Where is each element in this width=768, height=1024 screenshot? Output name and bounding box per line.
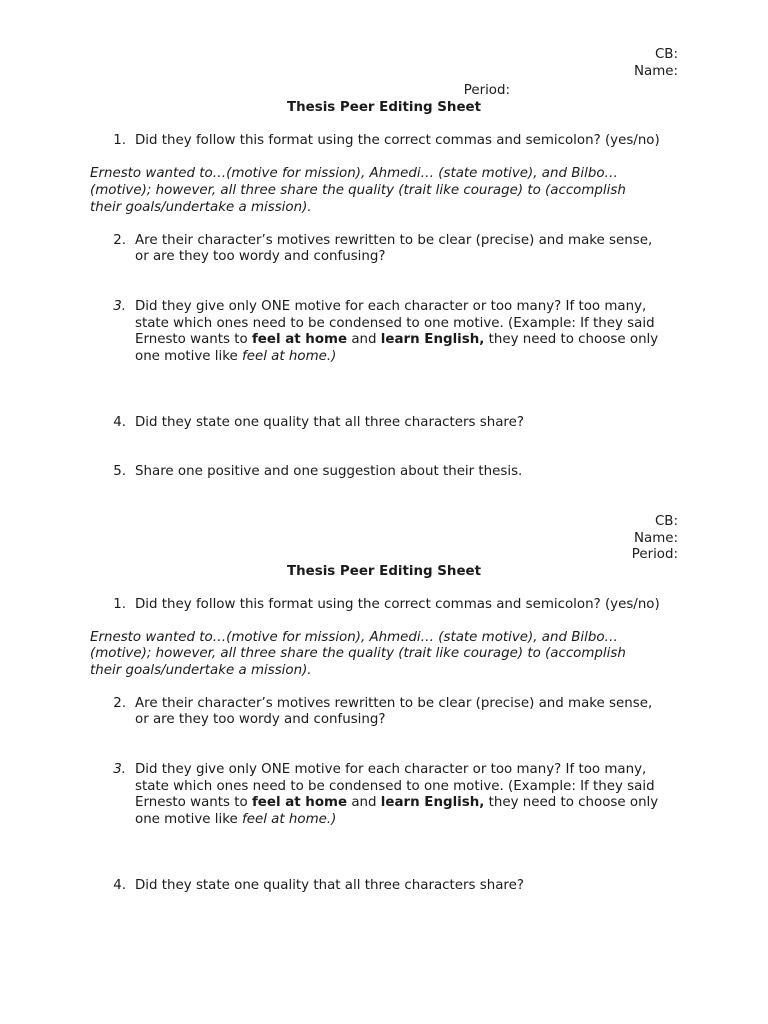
question-number: 2. xyxy=(113,696,126,711)
question-3-line: Did they give only ONE motive for each character or too many? If too many, xyxy=(135,762,647,777)
question-number: 5. xyxy=(113,464,126,479)
question-1: Did they follow this format using the correct commas and semicolon? (yes/no) xyxy=(135,133,660,148)
sheet-title: Thesis Peer Editing Sheet xyxy=(286,100,482,115)
sheet-title: Thesis Peer Editing Sheet xyxy=(286,564,482,579)
question-number: 3. xyxy=(113,299,126,314)
question-number: 4. xyxy=(113,878,126,893)
question-3-line: Ernesto wants to feel at home and learn English, they need to choose only xyxy=(135,332,659,347)
question-4: Did they state one quality that all three characters share? xyxy=(135,878,524,893)
period-label: Period: xyxy=(463,83,510,98)
cb-label: CB: xyxy=(654,47,678,62)
question-3-line: Ernesto wants to feel at home and learn English, they need to choose only xyxy=(135,795,659,810)
question-1: Did they follow this format using the correct commas and semicolon? (yes/no) xyxy=(135,597,660,612)
question-2-line: or are they too wordy and confusing? xyxy=(135,249,386,264)
question-3-line: one motive like feel at home.) xyxy=(135,812,337,827)
name-label: Name: xyxy=(633,64,678,79)
question-number: 1. xyxy=(113,597,126,612)
question-5: Share one positive and one suggestion about their thesis. xyxy=(135,464,523,479)
example-line: (motive); however, all three share the quality (trait like courage) to (accomplish xyxy=(90,646,626,661)
question-2-line: Are their character’s motives rewritten to be clear (precise) and make sense, xyxy=(135,233,653,248)
name-label: Name: xyxy=(633,531,678,546)
question-number: 2. xyxy=(113,233,126,248)
question-3-line: one motive like feel at home.) xyxy=(135,349,337,364)
question-2-line: or are they too wordy and confusing? xyxy=(135,712,386,727)
cb-label: CB: xyxy=(654,514,678,529)
example-line: (motive); however, all three share the quality (trait like courage) to (accomplish xyxy=(90,183,626,198)
question-number: 3. xyxy=(113,762,126,777)
period-label: Period: xyxy=(631,547,678,562)
example-line: their goals/undertake a mission). xyxy=(90,663,312,678)
example-line: Ernesto wanted to…(motive for mission), Ahmedi… (state motive), and Bilbo… xyxy=(90,630,618,645)
question-2-line: Are their character’s motives rewritten to be clear (precise) and make sense, xyxy=(135,696,653,711)
question-4: Did they state one quality that all three characters share? xyxy=(135,415,524,430)
example-line: their goals/undertake a mission). xyxy=(90,200,312,215)
question-3-line: state which ones need to be condensed to one motive. (Example: If they said xyxy=(135,779,655,794)
question-3-line: state which ones need to be condensed to one motive. (Example: If they said xyxy=(135,316,655,331)
example-line: Ernesto wanted to…(motive for mission), Ahmedi… (state motive), and Bilbo… xyxy=(90,166,618,181)
question-3-line: Did they give only ONE motive for each character or too many? If too many, xyxy=(135,299,647,314)
question-number: 4. xyxy=(113,415,126,430)
question-number: 1. xyxy=(113,133,126,148)
